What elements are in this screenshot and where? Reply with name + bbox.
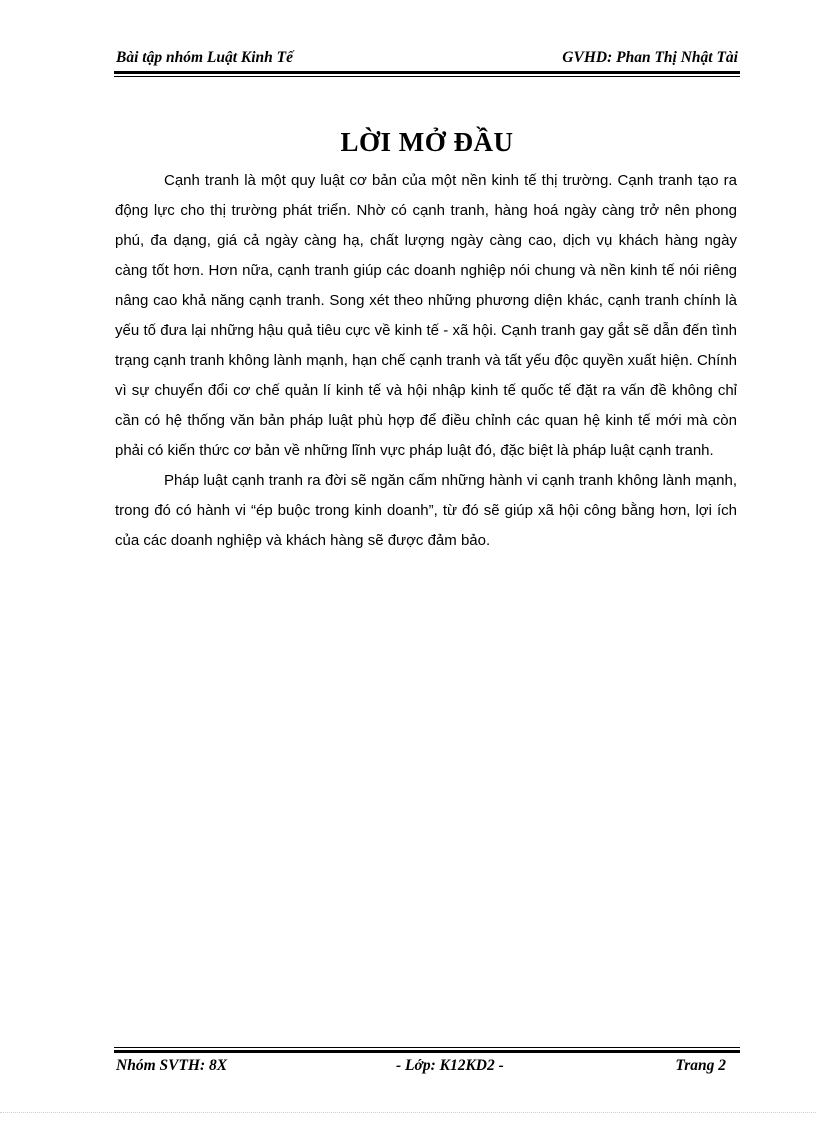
header-rule-thick — [114, 71, 740, 74]
header-rule-thin — [114, 76, 740, 77]
footer-rule-thick — [114, 1050, 740, 1053]
page-header — [114, 47, 740, 69]
footer-rule-thin — [114, 1047, 740, 1048]
page-bottom-divider — [0, 1112, 816, 1114]
paragraph-1: Cạnh tranh là một quy luật cơ bản của một nền kinh tế thị trường. Cạnh tranh tạo ra động lực cho thị trường phát triển. Nhờ có cạnh tranh, hàng hoá ngày càng trở nên phong phú, đa dạng, giá cả ngày càng hạ, chất lượng ngày càng cao, dịch vụ khách hàng ngày càng tốt hơn. Hơn nữa, cạnh tranh giúp các doanh nghiệp nói chung và nền kinh tế nói riêng nâng cao khả năng cạnh tranh. Song xét theo những phương diện khác, cạnh tranh chính là yếu tố đưa lại những hậu quả tiêu cực về kinh tế - xã hội. Cạnh tranh gay gắt sẽ dẫn đến tình trạng cạnh tranh không lành mạnh, hạn chế cạnh tranh và tất yếu độc quyền xuất hiện. Chính vì sự chuyển đổi cơ chế quản lí kinh tế và hội nhập kinh tế quốc tế đặt ra vấn đề không chỉ cần có hệ thống văn bản pháp luật phù hợp để điều chỉnh các quan hệ kinh tế mới mà còn phải có kiến thức cơ bản về những lĩnh vực pháp luật đó, đặc biệt là pháp luật cạnh tranh. — [115, 172, 737, 459]
page-title: LỜI MỞ ĐẦU — [340, 127, 514, 157]
header-course-title: Bài tập nhóm Luật Kinh Tế — [116, 49, 294, 66]
page-footer — [114, 1055, 740, 1077]
body-text — [115, 166, 737, 556]
footer-class: - Lớp: K12KD2 - — [396, 1057, 504, 1074]
header-instructor: GVHD: Phan Thị Nhật Tài — [562, 49, 738, 66]
footer-page-number: Trang 2 — [675, 1057, 726, 1074]
paragraph-2: Pháp luật cạnh tranh ra đời sẽ ngăn cấm những hành vi cạnh tranh không lành mạnh, trong đó có hành vi “ép buộc trong kinh doanh”, từ đó sẽ giúp xã hội công bằng hơn, lợi ích của các doanh nghiệp và khách hàng sẽ được đảm bảo. — [115, 472, 737, 549]
footer-group: Nhóm SVTH: 8X — [116, 1057, 228, 1074]
